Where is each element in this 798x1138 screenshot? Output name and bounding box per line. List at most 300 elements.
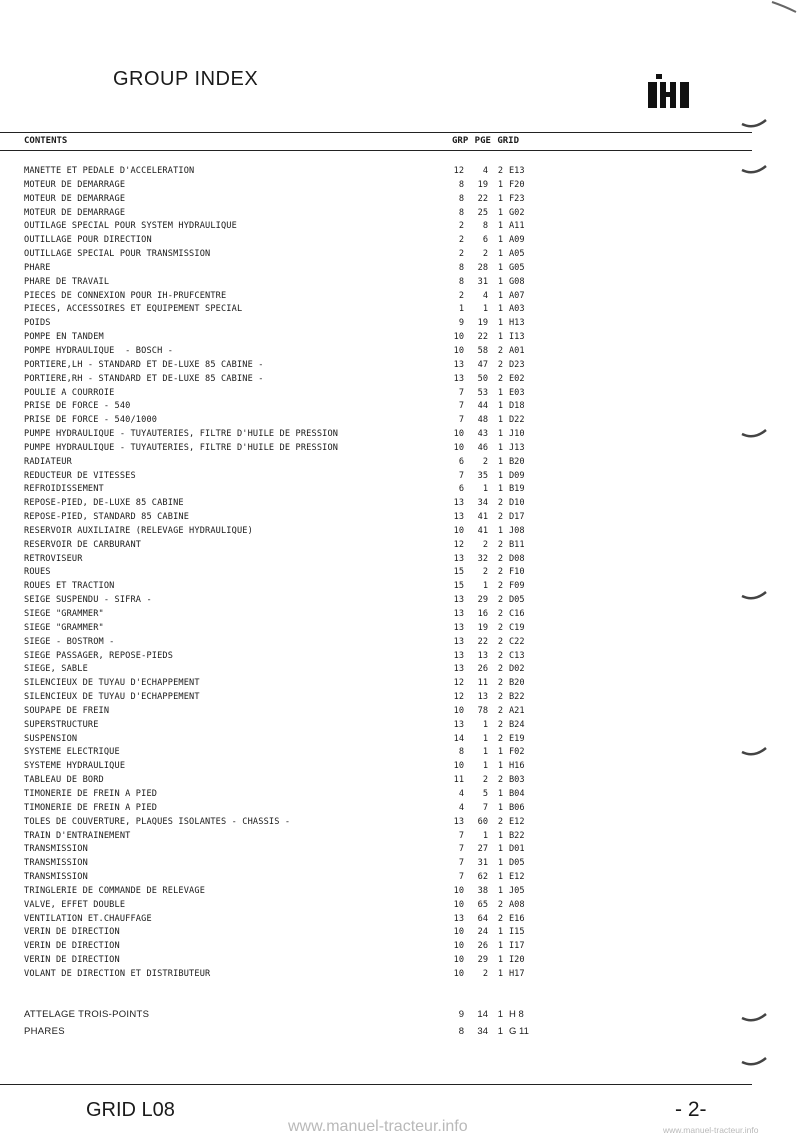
entry-group: 10	[453, 525, 464, 536]
entry-part: 2	[497, 719, 503, 730]
entry-group: 10	[453, 941, 464, 952]
entry-name: TABLEAU DE BORD	[24, 775, 104, 786]
entry-name: VENTILATION ET.CHAUFFAGE	[24, 913, 152, 924]
entry-grid: G08	[509, 276, 525, 287]
entry-page: 22	[477, 193, 488, 204]
entry-part: 1	[497, 802, 503, 813]
entry-grid: A21	[509, 705, 525, 716]
table-row	[0, 802, 760, 816]
entry-group: 4	[458, 802, 464, 813]
entry-group: 12	[453, 166, 464, 176]
table-row	[0, 816, 760, 830]
table-row	[0, 290, 760, 304]
entry-grid: J10	[509, 429, 525, 440]
table-row	[0, 608, 760, 622]
entry-part: 1	[497, 525, 503, 536]
table-row	[0, 373, 760, 387]
table-row	[0, 622, 760, 636]
entry-part: 2	[497, 595, 503, 606]
table-row	[0, 760, 760, 774]
entry-part: 1	[497, 872, 503, 883]
page-title: GROUP INDEX	[113, 68, 259, 90]
entry-name: SUPERSTRUCTURE	[24, 719, 99, 730]
entry-part: 2	[497, 899, 503, 910]
entry-grid: B03	[509, 775, 525, 786]
entry-grid: D09	[509, 470, 525, 481]
entry-part: 1	[497, 304, 503, 315]
entry-name: TRANSMISSION	[24, 858, 88, 869]
entry-name: MOTEUR DE DEMARRAGE	[24, 207, 126, 218]
entry-group: 9	[458, 1009, 464, 1020]
table-row	[0, 220, 760, 234]
page-number: - 2-	[675, 1098, 707, 1121]
entry-page: 34	[477, 498, 488, 509]
entry-page: 2	[482, 968, 488, 979]
entry-group: 8	[458, 179, 464, 190]
entry-page: 8	[482, 221, 488, 232]
entry-part: 1	[497, 858, 503, 869]
entry-group: 8	[458, 193, 464, 204]
entry-grid: F09	[509, 581, 525, 592]
entry-name: POIDS	[24, 318, 51, 329]
entry-page: 58	[477, 345, 488, 356]
entry-page: 47	[477, 359, 488, 370]
entry-page: 43	[477, 429, 488, 440]
entry-page: 26	[477, 941, 488, 952]
entry-name: PHARE DE TRAVAIL	[24, 276, 110, 287]
entry-name: REFROIDISSEMENT	[24, 484, 104, 495]
entry-name: SILENCIEUX DE TUYAU D'ECHAPPEMENT	[24, 692, 200, 703]
entry-name: SILENCIEUX DE TUYAU D'ECHAPPEMENT	[24, 678, 200, 689]
entry-page: 6	[482, 235, 488, 246]
table-row	[0, 359, 760, 373]
entry-group: 9	[458, 318, 464, 329]
entry-grid: H16	[509, 761, 525, 772]
table-row	[0, 954, 760, 968]
extra-row	[0, 1008, 760, 1022]
entry-group: 1	[458, 304, 464, 315]
entry-page: 24	[477, 927, 488, 938]
entry-part: 2	[497, 553, 503, 564]
entry-grid: A01	[509, 345, 525, 356]
entry-part: 1	[497, 885, 503, 896]
entry-name: TRAIN D'ENTRAINEMENT	[24, 830, 131, 841]
entry-grid: G02	[509, 207, 525, 218]
entry-page: 22	[477, 332, 488, 343]
entry-group: 2	[458, 249, 464, 260]
entry-part: 1	[497, 429, 503, 440]
entry-part: 2	[497, 678, 503, 689]
entry-group: 13	[453, 650, 464, 661]
entry-part: 1	[497, 1009, 503, 1020]
entry-name: OUTILAGE SPECIAL POUR SYSTEM HYDRAULIQUE	[24, 221, 237, 232]
entry-part: 1	[497, 276, 503, 287]
entry-name: VERIN DE DIRECTION	[24, 927, 120, 938]
table-row	[0, 774, 760, 788]
entry-part: 1	[497, 788, 503, 799]
entry-name: PIECES DE CONNEXION POUR IH-PRUFCENTRE	[24, 290, 227, 301]
entry-group: 10	[453, 927, 464, 938]
table-row	[0, 871, 760, 885]
table-row	[0, 511, 760, 525]
entry-group: 10	[453, 332, 464, 343]
entry-part: 2	[497, 636, 503, 647]
entry-name: PORTIERE,RH - STANDARD ET DE-LUXE 85 CABINE -	[24, 373, 264, 384]
table-row	[0, 525, 760, 539]
table-row	[0, 331, 760, 345]
header-bottom-rule	[0, 150, 752, 151]
entry-group: 2	[458, 221, 464, 232]
entry-part: 1	[497, 456, 503, 467]
table-row	[0, 733, 760, 747]
entry-group: 13	[453, 373, 464, 384]
entry-name: SIEGE "GRAMMER"	[24, 609, 104, 619]
table-row	[0, 276, 760, 290]
entry-name: VERIN DE DIRECTION	[24, 941, 120, 952]
entry-grid: F20	[509, 179, 525, 190]
entry-group: 13	[453, 719, 464, 730]
entry-part: 2	[497, 816, 503, 827]
entry-page: 11	[477, 678, 488, 689]
entry-group: 13	[453, 622, 464, 633]
entry-group: 14	[453, 733, 464, 744]
entry-part: 2	[497, 373, 503, 384]
entry-part: 1	[497, 830, 503, 841]
entry-page: 27	[477, 844, 488, 855]
entry-part: 2	[497, 650, 503, 661]
entry-part: 1	[497, 747, 503, 758]
binder-mark-icon	[740, 118, 770, 132]
entry-grid: C19	[509, 622, 525, 633]
entry-part: 2	[497, 359, 503, 370]
entry-grid: J13	[509, 442, 525, 453]
entry-name: SYSTEME ELECTRIQUE	[24, 747, 120, 758]
entry-group: 7	[458, 872, 464, 883]
table-row	[0, 234, 760, 248]
index-table	[0, 165, 760, 982]
entry-name: TIMONERIE DE FREIN A PIED	[24, 802, 158, 813]
entry-part: 1	[497, 415, 503, 426]
table-row	[0, 636, 760, 650]
entry-page: 22	[477, 636, 488, 647]
entry-grid: D02	[509, 664, 525, 675]
entry-grid: D08	[509, 553, 525, 564]
entry-part: 2	[497, 345, 503, 356]
entry-name: PHARE	[24, 262, 51, 273]
table-row	[0, 262, 760, 276]
entry-name: SUSPENSION	[24, 733, 78, 744]
entry-page: 60	[477, 816, 488, 827]
entry-part: 1	[497, 193, 503, 204]
entry-grid: D18	[509, 401, 525, 412]
entry-part: 2	[497, 692, 503, 703]
entry-group: 2	[458, 235, 464, 246]
table-row	[0, 746, 760, 760]
entry-grid: B22	[509, 830, 525, 841]
entry-part: 1	[497, 221, 503, 232]
entry-name: PORTIERE,LH - STANDARD ET DE-LUXE 85 CABINE -	[24, 359, 264, 370]
entry-name: OUTILLAGE POUR DIRECTION	[24, 235, 152, 246]
table-row	[0, 442, 760, 456]
entry-group: 2	[458, 290, 464, 301]
entry-page: 2	[482, 567, 488, 578]
entry-name: PUMPE HYDRAULIQUE - TUYAUTERIES, FILTRE D'HUILE DE PRESSION	[24, 442, 339, 453]
entry-name: VALVE, EFFET DOUBLE	[24, 899, 126, 910]
entry-part: 1	[497, 262, 503, 273]
entry-grid: B06	[509, 802, 525, 813]
entry-name: MOTEUR DE DEMARRAGE	[24, 193, 126, 204]
entry-part: 1	[497, 442, 503, 453]
entry-name: PHARES	[24, 1026, 65, 1037]
entry-name: ROUES	[24, 567, 51, 578]
entry-page: 64	[477, 913, 488, 924]
entry-group: 10	[453, 442, 464, 453]
entry-grid: H13	[509, 318, 525, 329]
table-row	[0, 566, 760, 580]
entry-part: 1	[497, 927, 503, 938]
entry-grid: A05	[509, 249, 525, 260]
entry-name: TRANSMISSION	[24, 872, 88, 883]
entry-name: VOLANT DE DIRECTION ET DISTRIBUTEUR	[24, 968, 211, 979]
entry-group: 13	[453, 498, 464, 509]
corner-mark-icon	[770, 0, 798, 14]
entry-grid: F02	[509, 747, 525, 758]
table-row	[0, 691, 760, 705]
entry-page: 1	[482, 733, 488, 744]
table-row	[0, 663, 760, 677]
entry-part: 1	[497, 179, 503, 190]
entry-part: 1	[497, 844, 503, 855]
entry-part: 1	[497, 235, 503, 246]
table-row	[0, 428, 760, 442]
binder-mark-icon	[740, 1056, 770, 1070]
entry-grid: F23	[509, 193, 525, 204]
entry-part: 2	[497, 567, 503, 578]
entry-group: 7	[458, 858, 464, 869]
entry-part: 2	[497, 733, 503, 744]
entry-grid: I15	[509, 927, 525, 938]
entry-group: 6	[458, 456, 464, 467]
entry-group: 13	[453, 359, 464, 370]
entry-page: 50	[477, 373, 488, 384]
entry-grid: D10	[509, 498, 525, 509]
entry-grid: I17	[509, 941, 525, 952]
table-row	[0, 165, 760, 179]
entry-group: 8	[458, 276, 464, 287]
entry-grid: D05	[509, 858, 525, 869]
entry-part: 2	[497, 775, 503, 786]
entry-page: 1	[482, 747, 488, 758]
entry-name: SIEGE "GRAMMER"	[24, 622, 104, 633]
table-row	[0, 580, 760, 594]
entry-name: SIEGE, SABLE	[24, 664, 88, 675]
footer-rule	[0, 1084, 752, 1085]
entry-group: 13	[453, 553, 464, 564]
extra-row	[0, 1025, 760, 1039]
table-row	[0, 539, 760, 553]
entry-part: 1	[497, 1026, 503, 1037]
entry-grid: G 11	[509, 1026, 529, 1037]
entry-page: 34	[477, 1026, 488, 1037]
entry-name: SIEGE - BOSTROM -	[24, 636, 115, 647]
entry-page: 31	[477, 276, 488, 287]
entry-page: 25	[477, 207, 488, 218]
ih-logo-icon	[648, 74, 690, 108]
contents-header: CONTENTS	[24, 136, 68, 146]
entry-name: PRISE DE FORCE - 540	[24, 401, 131, 412]
entry-name: TOLES DE COUVERTURE, PLAQUES ISOLANTES - CHASSIS -	[24, 816, 291, 827]
entry-grid: B22	[509, 692, 525, 703]
entry-name: PIECES, ACCESSOIRES ET EQUIPEMENT SPECIAL	[24, 304, 243, 315]
entry-page: 13	[477, 692, 488, 703]
table-row	[0, 677, 760, 691]
entry-group: 13	[453, 913, 464, 924]
binder-mark-icon	[740, 746, 770, 760]
table-row	[0, 899, 760, 913]
entry-page: 5	[482, 788, 488, 799]
entry-grid: E16	[509, 913, 525, 924]
entry-name: VERIN DE DIRECTION	[24, 955, 120, 966]
entry-name: TRINGLERIE DE COMMANDE DE RELEVAGE	[24, 885, 206, 896]
watermark-small: www.manuel-tracteur.info	[663, 1125, 759, 1135]
binder-mark-icon	[740, 164, 770, 178]
entry-grid: C16	[509, 609, 525, 619]
entry-grid: E02	[509, 373, 525, 384]
entry-part: 2	[497, 664, 503, 675]
entry-grid: C13	[509, 650, 525, 661]
entry-name: TRANSMISSION	[24, 844, 88, 855]
table-row	[0, 968, 760, 982]
entry-grid: B20	[509, 456, 525, 467]
entry-page: 4	[482, 290, 488, 301]
entry-name: SEIGE SUSPENDU - SIFRA -	[24, 595, 152, 606]
entry-page: 19	[477, 179, 488, 190]
entry-page: 2	[482, 539, 488, 550]
entry-grid: D01	[509, 844, 525, 855]
entry-grid: H 8	[509, 1009, 524, 1020]
entry-page: 1	[482, 830, 488, 841]
entry-group: 15	[453, 567, 464, 578]
table-row	[0, 788, 760, 802]
entry-name: POULIE A COURROIE	[24, 387, 115, 398]
entry-page: 19	[477, 622, 488, 633]
table-row	[0, 885, 760, 899]
table-row	[0, 345, 760, 359]
entry-page: 1	[482, 581, 488, 592]
entry-page: 7	[482, 802, 488, 813]
table-row	[0, 830, 760, 844]
table-row	[0, 843, 760, 857]
entry-name: TIMONERIE DE FREIN A PIED	[24, 788, 158, 799]
table-row	[0, 179, 760, 193]
entry-grid: I20	[509, 955, 525, 966]
table-row	[0, 207, 760, 221]
entry-grid: B04	[509, 788, 525, 799]
entry-grid: I13	[509, 332, 525, 343]
table-row	[0, 456, 760, 470]
entry-page: 35	[477, 470, 488, 481]
entry-page: 28	[477, 262, 488, 273]
entry-name: REPOSE-PIED, DE-LUXE 85 CABINE	[24, 498, 184, 509]
entry-page: 2	[482, 456, 488, 467]
entry-part: 1	[497, 484, 503, 495]
entry-page: 2	[482, 249, 488, 260]
table-row	[0, 497, 760, 511]
entry-group: 7	[458, 401, 464, 412]
binder-mark-icon	[740, 428, 770, 442]
entry-page: 46	[477, 442, 488, 453]
entry-group: 6	[458, 484, 464, 495]
entry-group: 12	[453, 678, 464, 689]
entry-part: 1	[497, 968, 503, 979]
entry-group: 7	[458, 415, 464, 426]
entry-group: 8	[458, 1026, 464, 1037]
entry-grid: A07	[509, 290, 525, 301]
entry-group: 13	[453, 636, 464, 647]
entry-name: REDUCTEUR DE VITESSES	[24, 470, 136, 481]
entry-name: PRISE DE FORCE - 540/1000	[24, 415, 158, 426]
entry-name: SYSTEME HYDRAULIQUE	[24, 761, 126, 772]
entry-grid: B19	[509, 484, 525, 495]
entry-grid: B11	[509, 539, 525, 550]
entry-grid: E12	[509, 872, 525, 883]
table-row	[0, 248, 760, 262]
entry-grid: A11	[509, 221, 525, 232]
entry-group: 8	[458, 262, 464, 273]
entry-part: 1	[497, 955, 503, 966]
entry-group: 7	[458, 844, 464, 855]
entry-page: 41	[477, 512, 488, 523]
footer-grid-label: GRID L08	[86, 1099, 175, 1121]
entry-grid: E19	[509, 733, 525, 744]
entry-group: 4	[458, 788, 464, 799]
entry-part: 2	[497, 539, 503, 550]
table-row	[0, 719, 760, 733]
entry-page: 44	[477, 401, 488, 412]
entry-name: PUMPE HYDRAULIQUE - TUYAUTERIES, FILTRE D'HUILE DE PRESSION	[24, 429, 339, 440]
entry-name: SIEGE PASSAGER, REPOSE-PIEDS	[24, 650, 174, 661]
entry-page: 13	[477, 650, 488, 661]
entry-group: 8	[458, 747, 464, 758]
entry-part: 2	[497, 705, 503, 716]
entry-grid: J08	[509, 525, 525, 536]
binder-mark-icon	[740, 590, 770, 604]
table-row	[0, 193, 760, 207]
entry-page: 29	[477, 955, 488, 966]
entry-part: 1	[497, 470, 503, 481]
entry-name: ROUES ET TRACTION	[24, 581, 115, 592]
entry-name: OUTILLAGE SPECIAL POUR TRANSMISSION	[24, 249, 211, 260]
table-row	[0, 317, 760, 331]
entry-part: 1	[497, 207, 503, 218]
entry-grid: B20	[509, 678, 525, 689]
entry-grid: F10	[509, 567, 525, 578]
entry-page: 16	[477, 609, 488, 619]
entry-group: 13	[453, 512, 464, 523]
entry-name: RESERVOIR AUXILIAIRE (RELEVAGE HYDRAULIQUE)	[24, 525, 253, 536]
entry-grid: A03	[509, 304, 525, 315]
entry-group: 13	[453, 609, 464, 619]
entry-page: 29	[477, 595, 488, 606]
entry-part: 2	[497, 622, 503, 633]
entry-name: RETROVISEUR	[24, 553, 83, 564]
table-row	[0, 926, 760, 940]
entry-group: 13	[453, 816, 464, 827]
table-row	[0, 857, 760, 871]
entry-group: 15	[453, 581, 464, 592]
entry-group: 12	[453, 692, 464, 703]
table-row	[0, 483, 760, 497]
